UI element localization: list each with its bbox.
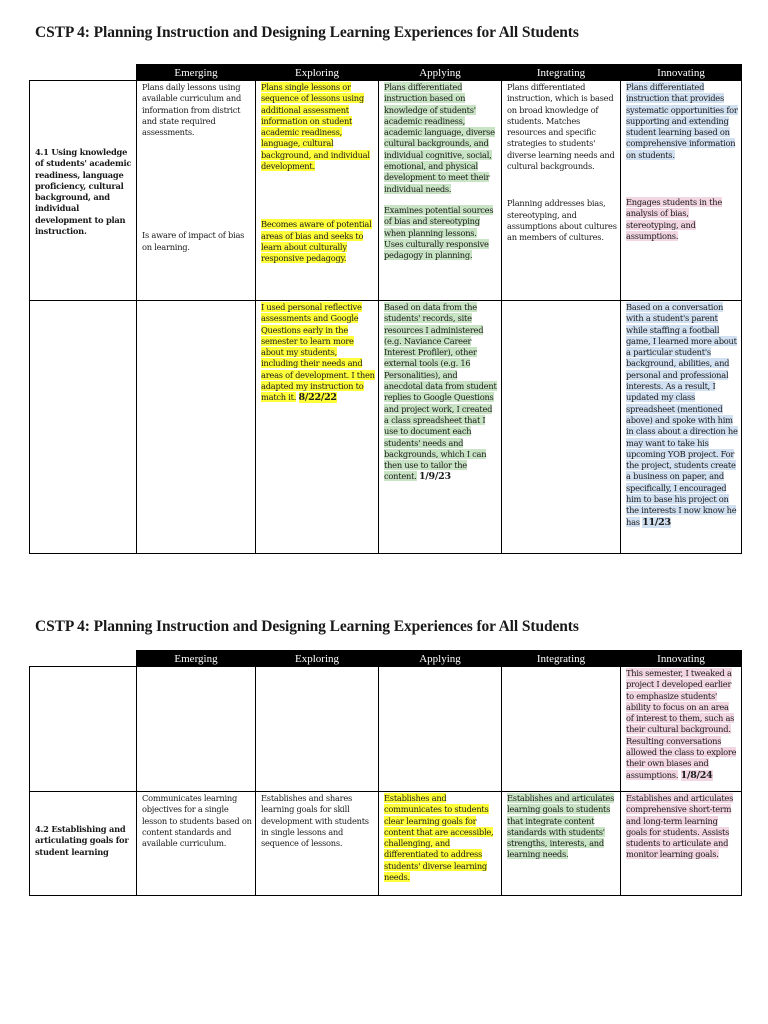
element-cell-empty [30,667,137,792]
cell-innovating [621,81,742,301]
cell-exploring [256,792,379,896]
element-cell [30,792,137,896]
evidence-date: 8/22/22 [298,392,337,404]
element-cell-empty [30,301,137,554]
cell-applying [379,792,502,896]
descriptor-text: Plans daily lessons using available curriculum and information from district and state required assessments. [142,82,242,138]
page-title: CSTP 4: Planning Instruction and Designing Learning Experiences for All Students [35,618,579,635]
column-header-exploring: Exploring [256,651,379,667]
column-header-innovating: Innovating [621,65,742,81]
cell-integrating [502,792,621,896]
highlighted-descriptor: Engages students in the analysis of bias, stereotyping, and assumptions. [626,197,722,241]
cell-integrating [502,301,621,554]
descriptor-text: Is aware of impact of bias on learning. [142,230,245,252]
cell-emerging [137,81,256,301]
cell-exploring [256,81,379,301]
highlighted-descriptor: Becomes aware of potential areas of bias and seeks to learn about culturally responsive pedagogy. [261,219,372,264]
cell-exploring [256,667,379,792]
highlighted-descriptor: Plans single lessons or sequence of lessons using additional assessment information on student academic readiness, language, cultural background, and individual development. [261,82,370,172]
table-row [30,792,742,896]
page-title: CSTP 4: Planning Instruction and Designing Learning Experiences for All Students [35,24,579,41]
cell-exploring [256,301,379,554]
header-blank [30,651,137,667]
descriptor-text: Communicates learning objectives for a single lesson to students based on content standards and available curriculum. [142,793,252,849]
column-header-innovating: Innovating [621,651,742,667]
evidence-text: Based on a conversation with a student's parent while staffing a football game, I learned more about a particular student's background, abilities, and personal and professional interests. As a result, I updated my class spreadsheet (mentioned above) and spoke with him in class about a direction he may want to take his upcoming YOB project. For the project, students create a business on paper, and specifically, I encouraged him to base his project on the interests I now know he has [626,302,738,527]
column-header-emerging: Emerging [137,65,256,81]
table-row [30,301,742,554]
descriptor-text: Planning addresses bias, stereotyping, and assumptions about cultures an members of cultures. [507,198,617,243]
highlighted-descriptor: Establishes and articulates comprehensive short-term and long-term learning goals for students. Assists students to articulate and monitor learning goals. [626,793,734,860]
column-header-applying: Applying [379,651,502,667]
header-row [30,65,742,81]
cell-emerging [137,667,256,792]
table-row [30,81,742,301]
rubric-table [29,64,742,554]
column-header-integrating: Integrating [502,651,621,667]
cell-emerging [137,301,256,554]
cell-innovating [621,667,742,792]
table-row [30,667,742,792]
element-cell [30,81,137,301]
cell-integrating [502,667,621,792]
evidence-date: 1/8/24 [680,769,713,781]
cell-emerging [137,792,256,896]
cell-integrating [502,81,621,301]
evidence-date: 11/23 [642,516,671,528]
header-blank [30,65,137,81]
cell-innovating [621,301,742,554]
cell-innovating [621,792,742,896]
element-text: 4.1 Using knowledge of students' academic readiness, language proficiency, cultural background, and individual development to plan instruction. [35,147,132,237]
cell-applying [379,81,502,301]
descriptor-text: Plans differentiated instruction, which is based on broad knowledge of students. Matches resources and specific strategies to students' diverse learning needs and cultural backgrounds. [507,82,615,172]
evidence-text: This semester, I tweaked a project I developed earlier to emphasize students' ability to focus on an area of interest to them, such as their cultural background. Resulting conversations allowed the class to explore their own biases and assumptions. [626,668,737,780]
cell-applying [379,301,502,554]
highlighted-descriptor: Establishes and communicates to students clear learning goals for content that are accessible, challenging, and differentiated to address students' diverse learning needs. [384,793,494,883]
header-row [30,651,742,667]
column-header-applying: Applying [379,65,502,81]
column-header-integrating: Integrating [502,65,621,81]
evidence-date: 1/9/23 [418,471,451,483]
highlighted-descriptor: Plans differentiated instruction that provides systematic opportunities for supporting and extending student learning based on comprehensive information on students. [626,82,738,160]
rubric-table [29,650,742,896]
descriptor-text: Establishes and shares learning goals for skill development with students in single lessons and sequence of lessons. [261,793,369,849]
column-header-exploring: Exploring [256,65,379,81]
highlighted-descriptor: Plans differentiated instruction based on knowledge of students' academic readiness, academic language, diverse cultural backgrounds, and individual cognitive, social, emotional, and physical development to meet their individual needs. [384,82,495,194]
highlighted-descriptor: Establishes and articulates learning goals to students that integrate content standards with students' strengths, interests, and learning needs. [507,793,615,860]
cell-applying [379,667,502,792]
element-text: 4.2 Establishing and articulating goals for student learning [35,824,129,857]
evidence-text: I used personal reflective assessments and Google Questions early in the semester to learn more about my students, including their needs and areas of development. I then adapted my instruction to match it. [261,302,375,403]
highlighted-descriptor: Examines potential sources of bias and stereotyping when planning lessons. Uses culturally responsive pedagogy in planning. [384,204,494,261]
evidence-text: Based on data from the students' records, site resources I administered (e.g. Naviance Career Interest Profiler), other external tools (e.g. 16 Personalities), and anecdotal data from student replies to Google Questions and project work, I created a class spreadsheet that I use to document each students' needs and backgrounds, which I can then use to tailor the content. [384,302,497,482]
column-header-emerging: Emerging [137,651,256,667]
